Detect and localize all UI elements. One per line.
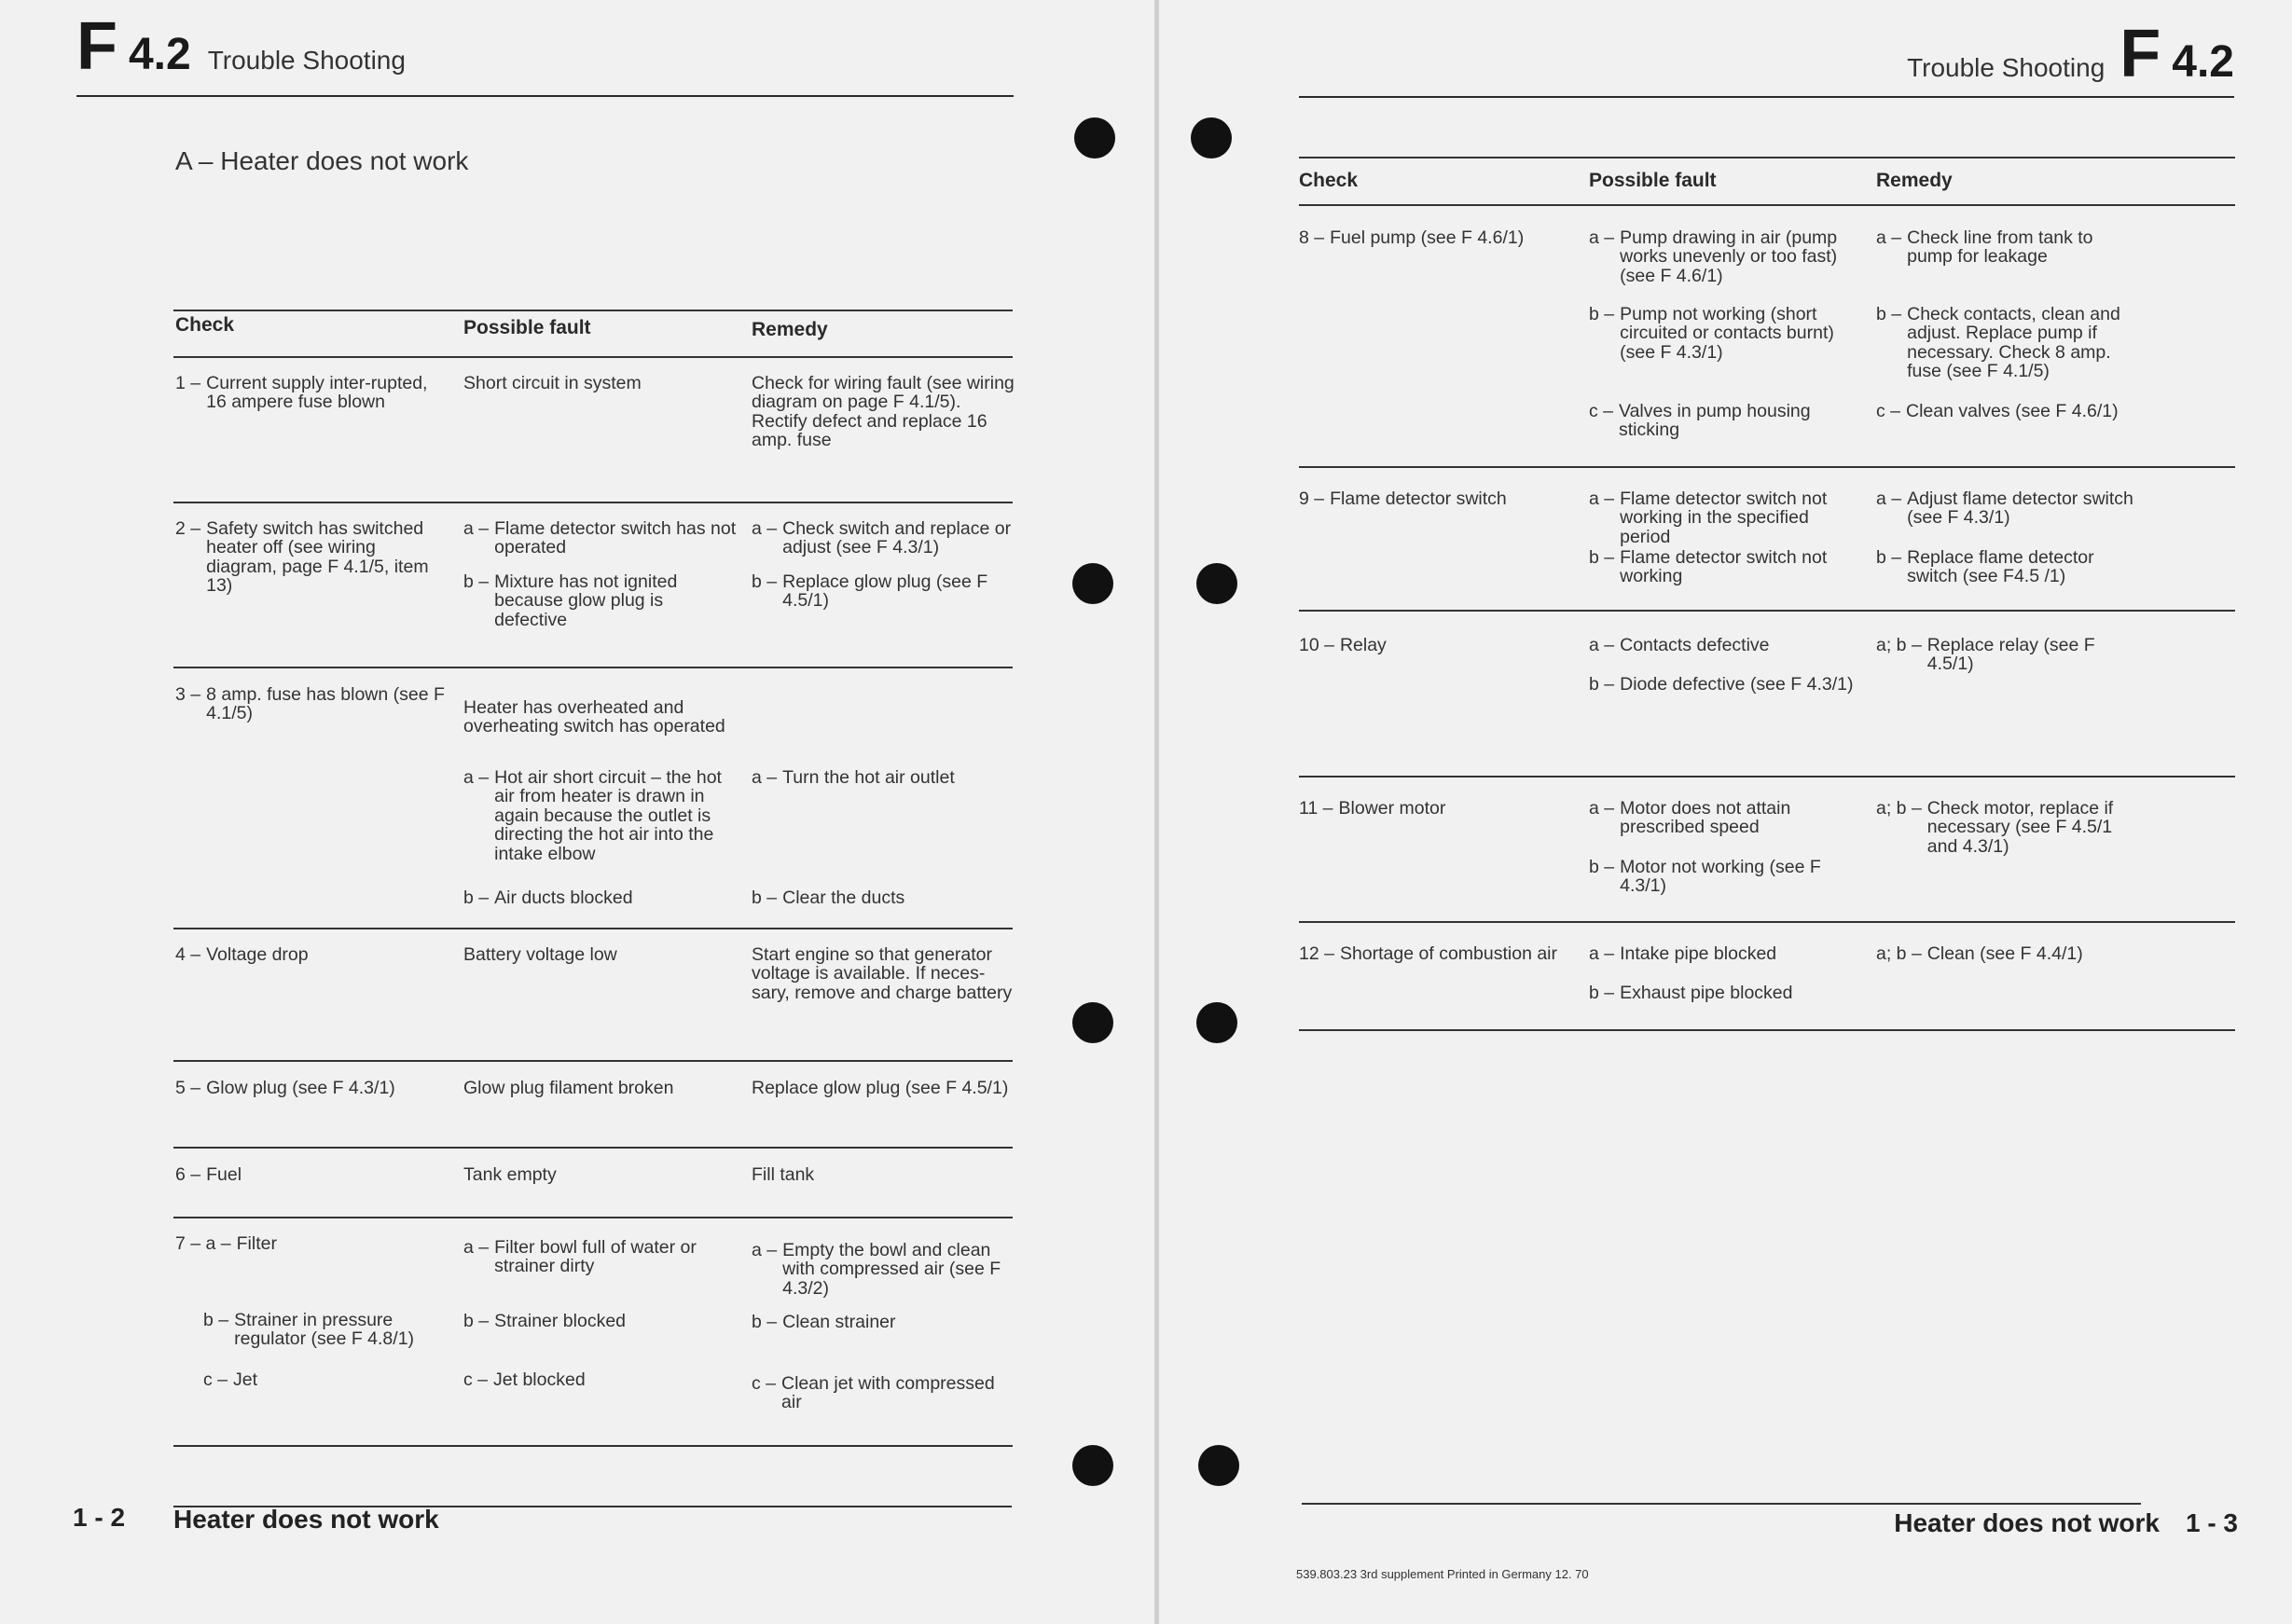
entry-text: Clean valves (see F 4.6/1) <box>1906 401 2119 421</box>
entry-text: Glow plug filament broken <box>463 1078 674 1098</box>
check-entry <box>1299 944 1579 963</box>
entry-prefix: b – <box>203 1310 229 1330</box>
table-cell-remedy <box>752 1313 1015 1331</box>
entry-prefix: 1 – <box>175 373 201 393</box>
entry-prefix: 3 – <box>175 684 201 705</box>
column-header-remedy: Remedy <box>752 319 828 340</box>
entry-prefix: 2 – <box>175 518 201 539</box>
entry-prefix: a – <box>1876 489 1902 509</box>
table-cell-fault <box>463 1165 739 1184</box>
entry-prefix: 8 – <box>1299 227 1325 248</box>
header-rule <box>76 95 1014 97</box>
entry-text: Battery voltage low <box>463 944 617 965</box>
entry-prefix: a – <box>1589 798 1615 819</box>
entry-text: Tank empty <box>463 1164 557 1185</box>
entry-text: Motor does not attain prescribed speed <box>1620 798 1791 838</box>
table-cell-remedy <box>1876 636 2137 674</box>
table-cell-check <box>175 1079 446 1097</box>
entry-prefix: b – <box>752 888 778 908</box>
table-cell-remedy <box>1876 799 2137 856</box>
fault-entry <box>1589 799 1864 837</box>
entry-prefix: 11 – <box>1299 798 1333 819</box>
fault-entry <box>1589 402 1864 440</box>
punch-hole <box>1072 563 1113 604</box>
table-cell-remedy <box>1876 402 2137 420</box>
table-cell-check <box>1299 944 1579 963</box>
remedy-entry <box>1876 489 2137 528</box>
print-info: 539.803.23 3rd supplement Printed in Germany 12. 70 <box>1296 1567 1589 1581</box>
table-rule <box>173 356 1013 358</box>
entry-text: Short circuit in system <box>463 373 642 393</box>
check-entry <box>203 1311 446 1349</box>
footer-title: Heater does not work <box>1894 1508 2160 1537</box>
table-cell-fault <box>463 945 739 964</box>
remedy-entry <box>752 945 1015 1002</box>
entry-text: Motor not working (see F 4.3/1) <box>1620 857 1821 897</box>
entry-prefix: b – <box>463 1311 490 1331</box>
section-title: Trouble Shooting <box>1907 53 2106 82</box>
table-cell-remedy <box>752 374 1015 450</box>
table-cell-fault <box>1589 858 1864 896</box>
entry-prefix: b – <box>752 571 778 592</box>
entry-prefix: b – <box>1589 547 1615 568</box>
fault-entry <box>463 1312 739 1330</box>
entry-text: Fuel pump (see F 4.6/1) <box>1330 227 1525 248</box>
check-entry <box>175 945 446 964</box>
remedy-entry <box>1876 944 2137 963</box>
entry-text: Check contacts, clean and adjust. Replace pump if necessary. Check 8 amp. fuse (see F 4.1/5) <box>1907 304 2120 382</box>
entry-prefix: b – <box>752 1312 778 1332</box>
entry-prefix: 12 – <box>1299 943 1334 964</box>
entry-prefix: b – <box>1589 304 1615 324</box>
entry-text: Strainer blocked <box>494 1311 627 1331</box>
table-cell-check <box>203 1311 446 1349</box>
entry-prefix: c – <box>752 1373 777 1394</box>
entry-prefix: a – <box>1589 489 1615 509</box>
remedy-entry <box>752 1374 1015 1412</box>
entry-text: Empty the bowl and clean with compressed air (see F 4.3/2) <box>782 1240 1001 1299</box>
table-cell-fault <box>1589 305 1864 362</box>
entry-prefix: c – <box>1589 401 1614 421</box>
punch-hole <box>1074 117 1115 158</box>
remedy-entry <box>1876 548 2137 586</box>
punch-hole <box>1072 1445 1113 1486</box>
entry-text: Pump drawing in air (pump works unevenly or too fast) (see F 4.6/1) <box>1620 227 1838 286</box>
table-cell-fault <box>463 1312 739 1330</box>
entry-text: Replace glow plug (see F 4.5/1) <box>752 1078 1009 1098</box>
entry-prefix: a; b – <box>1876 798 1922 819</box>
table-cell-check <box>1299 228 1579 247</box>
table-cell-remedy <box>1876 228 2137 267</box>
table-cell-fault <box>1589 548 1864 586</box>
entry-text: Blower motor <box>1338 798 1446 819</box>
fault-entry <box>1589 984 1864 1002</box>
remedy-entry <box>752 1165 1015 1184</box>
check-entry <box>175 1165 446 1184</box>
footer-rule <box>1302 1503 2141 1505</box>
entry-text: Contacts defective <box>1620 635 1770 655</box>
remedy-entry <box>752 1241 1015 1298</box>
entry-prefix: 9 – <box>1299 489 1325 509</box>
entry-text: Hot air short circuit – the hot air from heater is drawn in again because the outlet is directing the hot air into the intake elbow <box>494 767 722 864</box>
section-letter: F <box>2119 17 2161 91</box>
table-rule <box>1299 157 2235 158</box>
entry-text: Air ducts blocked <box>494 888 633 908</box>
table-cell-remedy <box>1876 944 2137 963</box>
table-cell-fault <box>463 1238 739 1276</box>
punch-hole <box>1198 1445 1239 1486</box>
entry-text: Strainer in pressure regulator (see F 4.8/1) <box>234 1310 415 1350</box>
table-cell-remedy <box>752 519 1015 611</box>
entry-prefix: b – <box>1589 983 1615 1003</box>
table-rule <box>1299 610 2235 612</box>
table-rule <box>1299 204 2235 206</box>
table-rule <box>1299 921 2235 923</box>
fault-entry <box>463 1238 739 1276</box>
punch-hole <box>1072 1002 1113 1043</box>
table-cell-fault <box>463 374 739 392</box>
entry-text: Jet blocked <box>493 1369 586 1390</box>
check-entry <box>175 685 446 723</box>
entry-text: Clean (see F 4.4/1) <box>1926 943 2083 964</box>
entry-text: Heater has overheated and overheating switch has operated <box>463 697 725 737</box>
table-cell-fault <box>463 768 739 863</box>
fault-entry <box>463 374 739 392</box>
table-rule <box>173 1217 1013 1218</box>
entry-text: Clean jet with compressed air <box>781 1373 995 1413</box>
column-header-check: Check <box>1299 170 1359 191</box>
entry-text: Clear the ducts <box>782 888 905 908</box>
entry-text: Voltage drop <box>206 944 309 965</box>
remedy-entry <box>1876 799 2137 856</box>
table-cell-fault <box>1589 675 1864 694</box>
fault-entry <box>1589 305 1864 362</box>
fault-entry <box>463 572 739 629</box>
table-cell-remedy <box>752 768 1015 787</box>
entry-text: Jet <box>233 1369 258 1390</box>
remedy-entry <box>752 768 1015 787</box>
page-number: 1 - 2 <box>73 1503 126 1532</box>
table-cell-fault <box>1589 636 1864 654</box>
table-cell-fault <box>1589 402 1864 440</box>
fault-entry <box>1589 675 1864 694</box>
table-cell-check <box>203 1370 446 1389</box>
check-entry <box>1299 228 1579 247</box>
fault-entry <box>1589 548 1864 586</box>
entry-prefix: b – <box>463 571 490 592</box>
table-cell-check <box>175 945 446 964</box>
entry-prefix: a – <box>1876 227 1902 248</box>
table-cell-fault <box>463 888 739 907</box>
entry-text: Check motor, replace if necessary (see F 4.5/1 and 4.3/1) <box>1926 798 2114 857</box>
entry-text: Check for wiring fault (see wiring diagram on page F 4.1/5). Rectify defect and replace 16 amp. fuse <box>752 373 1015 451</box>
entry-prefix: 5 – <box>175 1078 201 1098</box>
entry-prefix: b – <box>1589 674 1615 695</box>
section-letter: F <box>76 9 117 84</box>
left-page-header <box>76 9 406 84</box>
table-cell-check <box>175 374 446 412</box>
remedy-entry <box>752 374 1015 450</box>
table-cell-fault <box>1589 799 1864 837</box>
entry-prefix: b – <box>1876 304 1902 324</box>
remedy-entry <box>1876 402 2137 420</box>
check-entry <box>175 1079 446 1097</box>
entry-text: Adjust flame detector switch (see F 4.3/1) <box>1907 489 2133 529</box>
entry-text: Glow plug (see F 4.3/1) <box>206 1078 395 1098</box>
table-rule <box>173 310 1013 311</box>
column-header-remedy: Remedy <box>1876 170 1953 191</box>
remedy-entry <box>752 1313 1015 1331</box>
remedy-entry <box>752 888 1015 907</box>
table-cell-check <box>175 685 446 723</box>
section-number: 4.2 <box>128 30 191 79</box>
header-rule <box>1299 96 2234 98</box>
table-cell-check <box>175 519 446 596</box>
table-cell-remedy <box>752 888 1015 907</box>
table-cell-fault <box>463 1370 739 1389</box>
fault-entry <box>463 1370 739 1389</box>
entry-prefix: 6 – <box>175 1164 201 1185</box>
section-number: 4.2 <box>2172 37 2234 87</box>
entry-prefix: 7 – a – <box>175 1233 231 1254</box>
entry-prefix: c – <box>1876 401 1901 421</box>
entry-text: Pump not working (short circuited or contacts burnt) (see F 4.3/1) <box>1620 304 1834 363</box>
column-header-fault: Possible fault <box>463 317 591 338</box>
fault-entry <box>463 698 739 736</box>
entry-text: Flame detector switch not working in the specified period <box>1620 489 1828 547</box>
section-title: Trouble Shooting <box>207 46 406 75</box>
table-rule <box>1299 1029 2235 1031</box>
entry-prefix: b – <box>1876 547 1902 568</box>
entry-prefix: b – <box>463 888 490 908</box>
entry-text: Clean strainer <box>782 1312 896 1332</box>
table-rule <box>1299 776 2235 778</box>
entry-prefix: 10 – <box>1299 635 1334 655</box>
entry-text: Mixture has not ignited because glow plug is defective <box>494 571 678 630</box>
column-header-fault: Possible fault <box>1589 170 1717 191</box>
entry-text: Check line from tank to pump for leakage <box>1907 227 2093 268</box>
entry-text: Replace flame detector switch (see F4.5 /1) <box>1907 547 2094 587</box>
entry-text: Current supply inter-rupted, 16 ampere fuse blown <box>206 373 428 413</box>
check-entry <box>1299 799 1579 818</box>
right-page-header <box>1907 17 2234 91</box>
table-cell-remedy <box>752 1165 1015 1184</box>
entry-text: Start engine so that generator voltage is available. If neces-sary, remove and charge battery <box>752 944 1013 1003</box>
entry-prefix: a – <box>1589 227 1615 248</box>
table-rule <box>173 1445 1013 1447</box>
table-rule <box>173 1147 1013 1149</box>
page-number: 1 - 3 <box>2185 1508 2238 1537</box>
entry-text: Fill tank <box>752 1164 815 1185</box>
table-cell-remedy <box>752 1374 1015 1412</box>
entry-prefix: a – <box>463 1237 490 1258</box>
table-rule <box>1299 466 2235 468</box>
table-rule <box>173 928 1013 929</box>
entry-text: Safety switch has switched heater off (see wiring diagram, page F 4.1/5, item 13) <box>206 518 429 597</box>
fault-entry <box>463 1079 739 1097</box>
fault-entry <box>463 519 739 557</box>
fault-entry <box>1589 944 1864 963</box>
entry-prefix: a – <box>752 767 778 788</box>
table-cell-check <box>1299 799 1579 818</box>
table-rule <box>173 1060 1013 1062</box>
entry-text: Filter <box>236 1233 277 1254</box>
entry-text: Replace relay (see F 4.5/1) <box>1926 635 2095 675</box>
table-rule <box>173 667 1013 668</box>
punch-hole <box>1196 563 1237 604</box>
table-cell-check <box>1299 489 1579 508</box>
entry-prefix: a – <box>1589 943 1615 964</box>
remedy-entry <box>1876 305 2137 381</box>
entry-text: Replace glow plug (see F 4.5/1) <box>782 571 988 612</box>
entry-text: Shortage of combustion air <box>1339 943 1558 964</box>
table-cell-check <box>175 1234 446 1253</box>
table-cell-remedy <box>1876 305 2137 381</box>
check-entry <box>175 374 446 412</box>
footer-title: Heater does not work <box>173 1505 439 1534</box>
entry-text: Intake pipe blocked <box>1620 943 1777 964</box>
entry-text: Flame detector switch has not operated <box>494 518 737 558</box>
table-cell-fault <box>1589 944 1864 963</box>
entry-text: Filter bowl full of water or strainer dirty <box>494 1237 697 1277</box>
table-cell-check <box>175 1165 446 1184</box>
punch-hole <box>1191 117 1232 158</box>
column-header-check: Check <box>175 314 235 336</box>
entry-text: Turn the hot air outlet <box>782 767 955 788</box>
entry-text: Flame detector switch <box>1330 489 1507 509</box>
remedy-entry <box>1876 636 2137 674</box>
entry-prefix: a – <box>463 767 490 788</box>
table-cell-fault <box>463 1079 739 1097</box>
table-cell-remedy <box>752 1079 1015 1097</box>
entry-text: Flame detector switch not working <box>1620 547 1828 587</box>
table-cell-remedy <box>752 1241 1015 1298</box>
entry-prefix: a – <box>1589 635 1615 655</box>
entry-prefix: a; b – <box>1876 635 1922 655</box>
table-cell-fault <box>463 698 739 736</box>
fault-entry <box>1589 858 1864 896</box>
check-entry <box>1299 636 1579 654</box>
entry-prefix: c – <box>463 1369 489 1390</box>
entry-text: Check switch and replace or adjust (see F 4.3/1) <box>782 518 1012 558</box>
fault-entry <box>463 1165 739 1184</box>
table-rule <box>173 502 1013 503</box>
check-entry <box>1299 489 1579 508</box>
table-cell-remedy <box>1876 489 2137 528</box>
entry-text: Exhaust pipe blocked <box>1620 983 1793 1003</box>
remedy-entry <box>752 572 1015 611</box>
entry-prefix: b – <box>1589 857 1615 877</box>
fault-entry <box>463 945 739 964</box>
punch-hole <box>1196 1002 1237 1043</box>
check-entry <box>203 1370 446 1389</box>
entry-text: 8 amp. fuse has blown (see F 4.1/5) <box>206 684 445 724</box>
entry-text: Diode defective (see F 4.3/1) <box>1620 674 1854 695</box>
fault-entry <box>1589 636 1864 654</box>
table-cell-remedy <box>1876 548 2137 586</box>
check-entry <box>175 519 446 596</box>
fault-entry <box>463 768 739 863</box>
fault-entry <box>463 888 739 907</box>
table-cell-check <box>1299 636 1579 654</box>
fault-entry <box>1589 489 1864 546</box>
subtitle: A – Heater does not work <box>175 146 469 175</box>
entry-prefix: c – <box>203 1369 228 1390</box>
check-entry <box>175 1234 446 1253</box>
entry-prefix: a – <box>752 1240 778 1260</box>
entry-text: Valves in pump housing sticking <box>1619 401 1811 441</box>
entry-prefix: a – <box>752 518 778 539</box>
table-cell-fault <box>463 519 739 629</box>
remedy-entry <box>752 519 1015 557</box>
remedy-entry <box>752 1079 1015 1097</box>
table-cell-remedy <box>752 945 1015 1002</box>
entry-prefix: a – <box>463 518 490 539</box>
fault-entry <box>1589 228 1864 285</box>
right-page <box>1159 0 2292 1624</box>
entry-text: Relay <box>1339 635 1387 655</box>
entry-prefix: a; b – <box>1876 943 1922 964</box>
remedy-entry <box>1876 228 2137 267</box>
table-cell-fault <box>1589 489 1864 546</box>
entry-text: Fuel <box>206 1164 242 1185</box>
table-cell-fault <box>1589 984 1864 1002</box>
table-cell-fault <box>1589 228 1864 285</box>
entry-prefix: 4 – <box>175 944 201 965</box>
